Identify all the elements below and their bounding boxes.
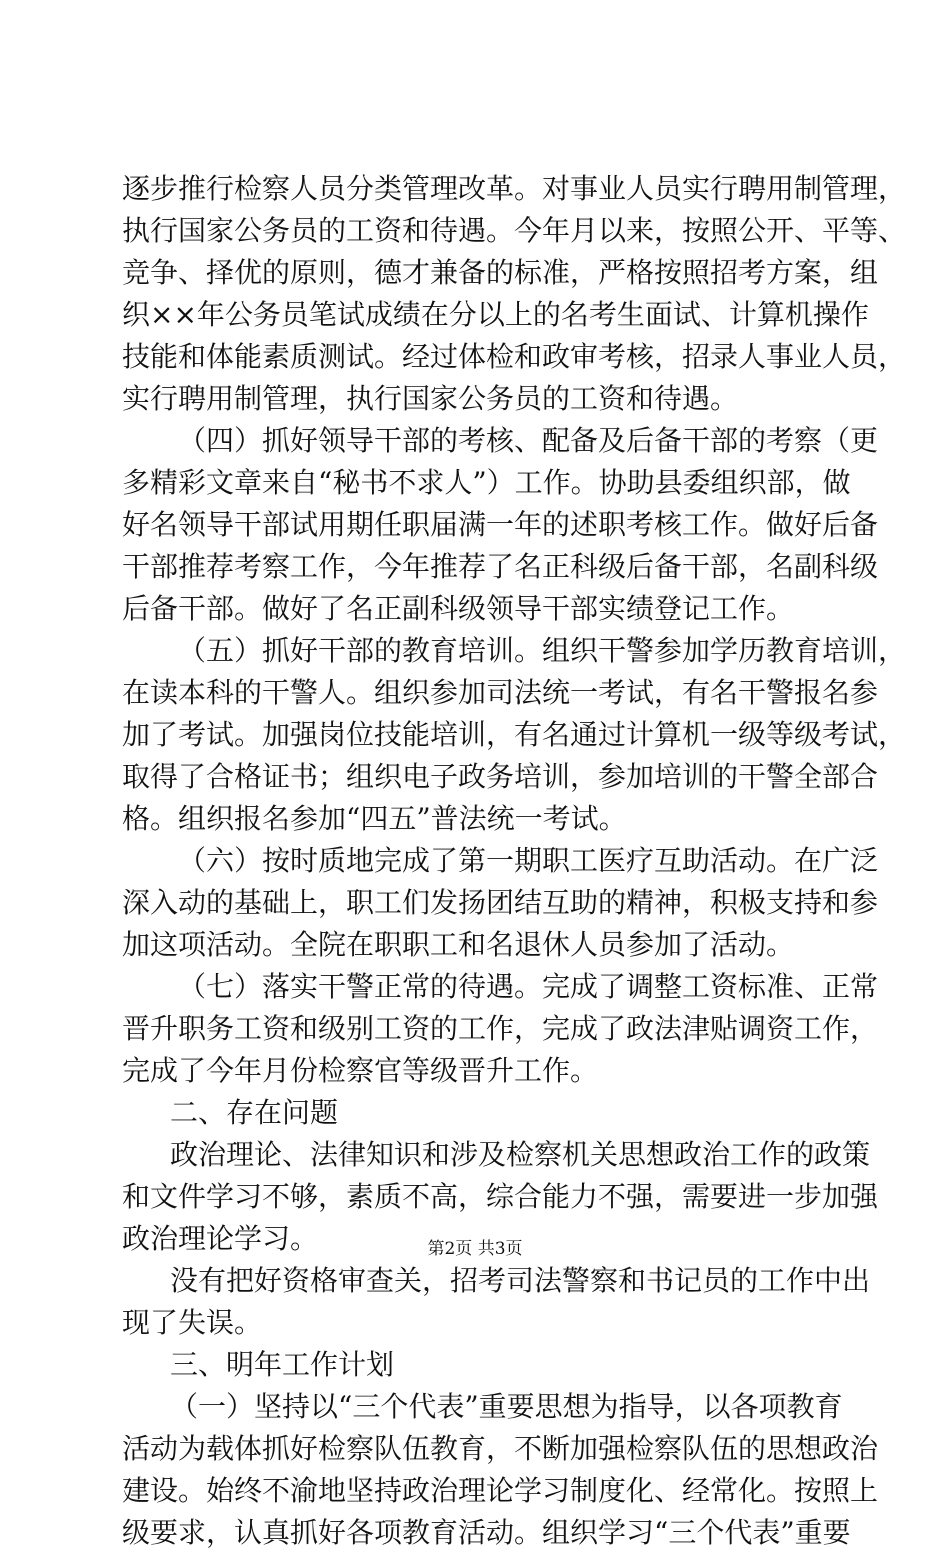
text-line: 实行聘用制管理，执行国家公务员的工资和待遇。 bbox=[122, 382, 739, 415]
text-line: 活动为载体抓好检察队伍教育，不断加强检察队伍的思想政治 bbox=[122, 1432, 879, 1465]
text-line: 和文件学习不够，素质不高，综合能力不强，需要进一步加强 bbox=[122, 1180, 879, 1213]
text-line: 加了考试。加强岗位技能培训，有名通过计算机一级等级考试， bbox=[122, 718, 907, 751]
text-line: 级要求，认真抓好各项教育活动。组织学习“三个代表”重要 bbox=[122, 1516, 851, 1549]
text-line: 干部推荐考察工作，今年推荐了名正科级后备干部，名副科级 bbox=[122, 550, 879, 583]
text-line: 建设。始终不渝地坚持政治理论学习制度化、经常化。按照上 bbox=[122, 1474, 879, 1507]
section-heading-1: （一）坚持以“三个代表”重要思想为指导，以各项教育 bbox=[170, 1390, 843, 1423]
text-line: 竞争、择优的原则，德才兼备的标准，严格按照招考方案，组 bbox=[122, 256, 879, 289]
heading-existing-problems: 二、存在问题 bbox=[170, 1096, 339, 1129]
text-line: 现了失误。 bbox=[122, 1306, 263, 1339]
text-line: 加这项活动。全院在职职工和名退休人员参加了活动。 bbox=[122, 928, 795, 961]
text-line: 没有把好资格审查关，招考司法警察和书记员的工作中出 bbox=[170, 1264, 871, 1297]
text-line: 晋升职务工资和级别工资的工作，完成了政法津贴调资工作， bbox=[122, 1012, 879, 1045]
text-line: 格。组织报名参加“四五”普法统一考试。 bbox=[122, 802, 627, 835]
text-line: 执行国家公务员的工资和待遇。今年月以来，按照公开、平等、 bbox=[122, 214, 907, 247]
text-line: 政治理论学习。 bbox=[122, 1222, 319, 1255]
document-body bbox=[122, 168, 907, 1554]
section-heading-4: （四）抓好领导干部的考核、配备及后备干部的考察（更 bbox=[178, 424, 879, 457]
text-line: 织××年公务员笔试成绩在分以上的名考生面试、计算机操作 bbox=[122, 298, 869, 331]
section-heading-5: （五）抓好干部的教育培训。组织干警参加学历教育培训， bbox=[178, 634, 907, 667]
heading-next-year-plan: 三、明年工作计划 bbox=[170, 1348, 395, 1381]
text-line: 完成了今年月份检察官等级晋升工作。 bbox=[122, 1054, 599, 1087]
text-line: 在读本科的干警人。组织参加司法统一考试，有名干警报名参 bbox=[122, 676, 879, 709]
text-line: 技能和体能素质测试。经过体检和政审考核，招录人事业人员， bbox=[122, 340, 907, 373]
text-line: 后备干部。做好了名正副科级领导干部实绩登记工作。 bbox=[122, 592, 795, 625]
page-indicator: 第2页 共3页 bbox=[427, 1239, 523, 1259]
text-line: 深入动的基础上，职工们发扬团结互助的精神，积极支持和参 bbox=[122, 886, 879, 919]
section-heading-7: （七）落实干警正常的待遇。完成了调整工资标准、正常 bbox=[178, 970, 879, 1003]
text-line: 取得了合格证书；组织电子政务培训，参加培训的干警全部合 bbox=[122, 760, 879, 793]
text-line: 逐步推行检察人员分类管理改革。对事业人员实行聘用制管理， bbox=[122, 172, 907, 205]
text-line: 政治理论、法律知识和涉及检察机关思想政治工作的政策 bbox=[170, 1138, 871, 1171]
text-line: 多精彩文章来自“秘书不求人”）工作。协助县委组织部，做 bbox=[122, 466, 851, 499]
text-line: 好名领导干部试用期任职届满一年的述职考核工作。做好后备 bbox=[122, 508, 879, 541]
section-heading-6: （六）按时质地完成了第一期职工医疗互助活动。在广泛 bbox=[178, 844, 879, 877]
